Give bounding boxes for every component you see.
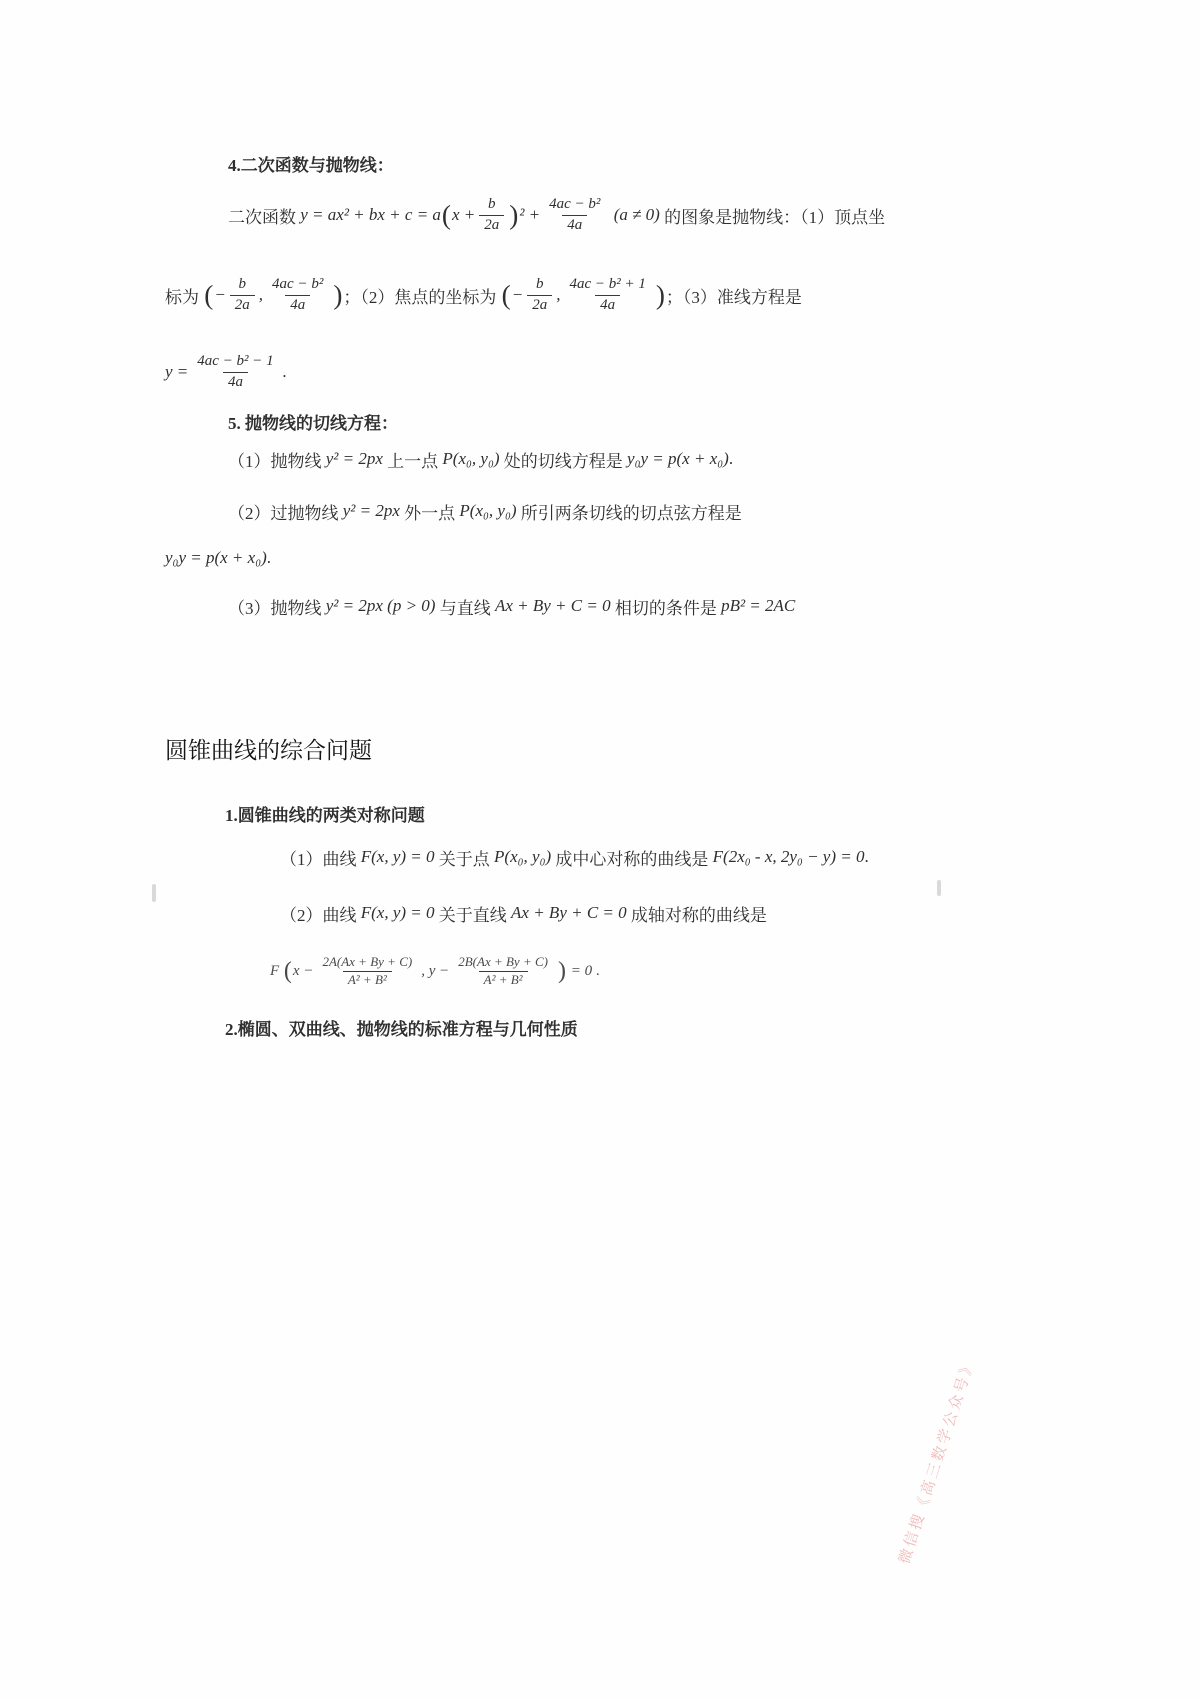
text-run: 二次函数 — [228, 207, 301, 227]
fraction-numerator: 2B(Ax + By + C) — [458, 953, 548, 969]
math-run: y = — [165, 362, 189, 381]
fraction — [527, 275, 552, 315]
fraction-denominator: 2a — [479, 215, 504, 235]
text-run: 相切的条件是 — [610, 598, 722, 618]
text-run: 上一点 — [382, 451, 443, 471]
heading-5 — [165, 406, 965, 436]
fraction — [479, 195, 504, 235]
big-paren: ) — [655, 279, 665, 310]
text-run: 处的切线方程是 — [499, 451, 628, 471]
text-run: 4.二次函数与抛物线： — [228, 155, 394, 175]
fraction-denominator: A² + B² — [343, 971, 392, 989]
formula-directrix — [165, 340, 965, 404]
text-run: 成轴对称的曲线是 — [626, 905, 767, 925]
fraction — [544, 195, 605, 235]
text-run: 标为 — [165, 287, 204, 307]
math-run: x − — [292, 962, 314, 979]
fraction-numerator: 4ac − b² — [272, 276, 324, 293]
math-run: , — [556, 285, 561, 304]
math-run: y² = 2px — [325, 449, 383, 468]
fraction — [192, 352, 278, 392]
math-run: F(2x₀ - x, 2y₀ − y) = 0 — [712, 847, 865, 866]
text-run: （1）曲线 — [280, 849, 361, 869]
text-run: ；（3）准线方程是 — [665, 287, 802, 307]
big-paren: ) — [509, 199, 519, 230]
fraction-numerator: 4ac − b² + 1 — [569, 276, 646, 293]
text-run: 关于点 — [434, 849, 495, 869]
item-tangent-2 — [165, 491, 965, 531]
fraction-denominator: 4a — [562, 215, 587, 235]
big-paren: ( — [441, 199, 451, 230]
item-tangent-1 — [165, 439, 965, 479]
heading-conic-2 — [165, 1012, 965, 1042]
text-run: . — [266, 548, 272, 567]
fraction-denominator: 2a — [527, 295, 552, 315]
math-run: F(x, y) = 0 — [360, 847, 435, 866]
math-run: P(x₀, y₀) — [494, 847, 552, 866]
math-run: F — [270, 962, 283, 979]
big-paren: ( — [204, 279, 214, 310]
math-run: . — [282, 362, 287, 381]
math-run: P(x₀, y₀) — [459, 501, 517, 520]
text-run: 关于直线 — [434, 905, 512, 925]
para-quadratic-parabola-2 — [165, 263, 965, 327]
math-run: , — [258, 285, 264, 304]
watermark-text: 微信搜《高三数学公众号》 — [896, 1355, 979, 1567]
formula-chord — [165, 538, 965, 578]
text-run: （2）曲线 — [280, 905, 361, 925]
fraction — [564, 275, 650, 315]
text-run: 5. 抛物线的切线方程： — [228, 413, 398, 433]
text-run: （2）过抛物线 — [228, 503, 343, 523]
heading-conic-1 — [165, 798, 965, 828]
fraction-numerator: 4ac − b² — [549, 196, 601, 213]
fraction — [230, 275, 255, 315]
math-run: Ax + By + C = 0 — [494, 596, 611, 615]
text-run: （1）抛物线 — [228, 451, 326, 471]
math-run: y² = 2px (p > 0) — [325, 596, 436, 615]
fraction — [267, 275, 328, 315]
text-run: 成中心对称的曲线是 — [551, 849, 713, 869]
scan-artifact-left — [152, 884, 156, 902]
math-run: − — [214, 285, 226, 304]
text-run: 所引两条切线的切点弦方程是 — [516, 503, 742, 523]
math-run: Ax + By + C = 0 — [511, 903, 627, 922]
math-run: ² + — [519, 205, 541, 224]
fraction-denominator: 4a — [595, 295, 620, 315]
item-symmetry-1 — [165, 839, 965, 875]
fraction-denominator: A² + B² — [479, 971, 528, 989]
item-tangent-3 — [165, 586, 965, 626]
document-lines — [165, 150, 965, 1042]
fraction-denominator: 4a — [223, 372, 248, 392]
section-title-conic — [165, 731, 965, 765]
heading-4 — [165, 150, 965, 176]
text-run: （3）抛物线 — [228, 598, 326, 618]
fraction-numerator: b — [238, 276, 247, 293]
math-run: pB² = 2AC — [721, 596, 796, 615]
text-run: 与直线 — [435, 598, 495, 618]
text-run: 2.椭圆、双曲线、抛物线的标准方程与几何性质 — [225, 1019, 578, 1039]
fraction-numerator: b — [488, 196, 496, 213]
text-run: 圆锥曲线的综合问题 — [165, 737, 372, 763]
math-run: = 0 — [566, 962, 593, 979]
fraction-denominator: 2a — [230, 295, 255, 315]
fraction — [317, 954, 417, 989]
math-run: y₀y = p(x + x₀) — [165, 548, 267, 567]
text-run: . — [592, 962, 600, 979]
fraction-numerator: b — [535, 276, 544, 293]
text-run: 的图象是抛物线：（1）顶点坐 — [659, 207, 886, 227]
math-run: , y − — [421, 962, 450, 979]
item-symmetry-2 — [165, 895, 965, 931]
math-run: P(x₀, y₀) — [442, 449, 500, 468]
scan-artifact-right — [937, 880, 941, 896]
big-paren: ) — [557, 957, 566, 984]
big-paren: ( — [283, 957, 292, 984]
math-run: (a ≠ 0) — [609, 205, 660, 224]
para-quadratic-parabola-1 — [165, 183, 965, 247]
math-run: y₀y = p(x + x₀) — [627, 449, 729, 468]
fraction-numerator: 4ac − b² − 1 — [197, 353, 274, 370]
text-run: 1.圆锥曲线的两类对称问题 — [225, 805, 425, 825]
math-run: − — [511, 285, 524, 304]
text-run: . — [728, 449, 734, 468]
fraction — [453, 954, 553, 989]
math-run: x + — [451, 205, 476, 224]
math-run: y = ax² + bx + c = a — [300, 205, 441, 224]
big-paren: ) — [333, 279, 343, 310]
math-run: F(x, y) = 0 — [360, 903, 435, 922]
text-run: ；（2）焦点的坐标为 — [343, 287, 501, 307]
formula-axis-symmetry — [165, 943, 965, 999]
big-paren: ( — [501, 279, 511, 310]
fraction-denominator: 4a — [285, 295, 310, 315]
fraction-numerator: 2A(Ax + By + C) — [322, 953, 413, 969]
text-run: . — [864, 847, 869, 866]
math-run: y² = 2px — [342, 501, 400, 520]
text-run: 外一点 — [399, 503, 460, 523]
